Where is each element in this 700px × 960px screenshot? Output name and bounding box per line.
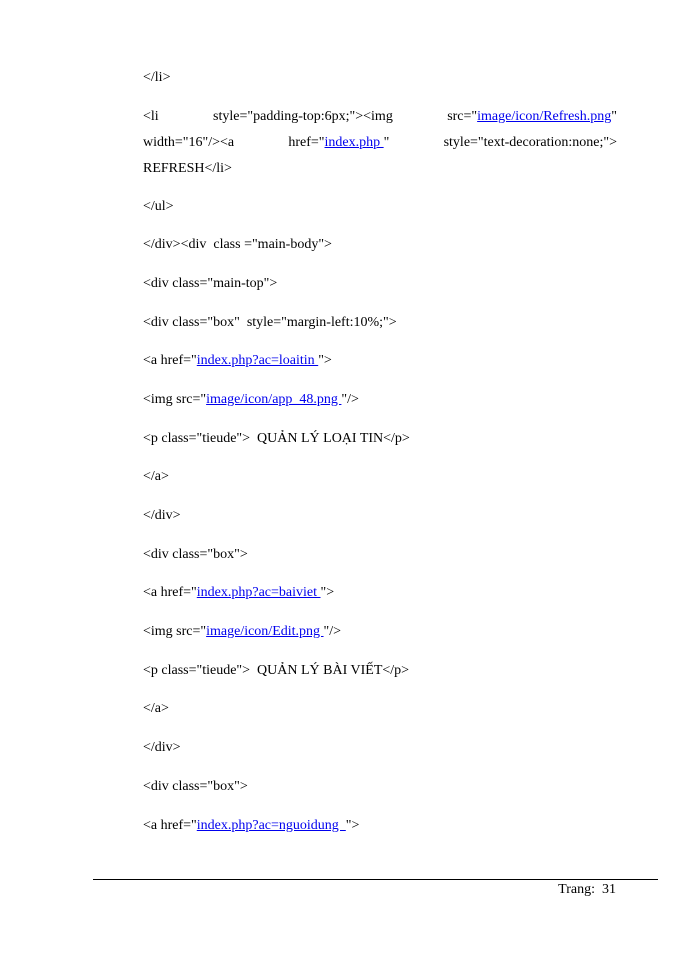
code-text: "/> [341, 392, 359, 407]
code-line-div-close-2: </div> [143, 740, 181, 755]
code-line-a-nguoidung [143, 817, 359, 835]
link-nguoidung[interactable]: index.php?ac=nguoidung [196, 818, 346, 833]
code-line-li-refresh-1 [143, 108, 617, 126]
code-text: "/> [323, 624, 342, 639]
code-line-img-edit [143, 623, 341, 641]
link-edit-png[interactable]: image/icon/Edit.png [206, 624, 324, 639]
code-line-p-baiviet: <p class="tieude"> QUẢN LÝ BÀI VIẾT</p> [143, 663, 410, 678]
code-text: "> [320, 585, 335, 600]
link-refresh-png[interactable]: image/icon/Refresh.png [477, 109, 612, 124]
code-line-main-body: </div><div class ="main-body"> [143, 237, 332, 252]
code-line-a-loaitin [143, 352, 332, 370]
code-line-li-close: </li> [143, 70, 171, 85]
code-line-img-app [143, 391, 359, 409]
code-token [447, 108, 617, 126]
code-line-a-close-2: </a> [143, 701, 169, 716]
code-line-box-1: <div class="box"> [143, 547, 248, 562]
code-token: style="text-decoration:none;"> [443, 135, 617, 150]
code-line-li-refresh-2 [143, 134, 617, 152]
code-line-box-2: <div class="box"> [143, 779, 248, 794]
code-text: <img src=" [143, 392, 207, 407]
code-text: "> [318, 353, 332, 368]
footer-rule [93, 879, 658, 880]
link-app-48-png[interactable]: image/icon/app_48.png [206, 392, 342, 407]
code-text: <a href=" [143, 585, 197, 600]
code-text: <a href=" [143, 353, 197, 368]
code-line-a-close-1: </a> [143, 469, 169, 484]
page-number: Trang: 31 [558, 882, 616, 897]
code-text: " [611, 109, 617, 124]
code-line-box-margin: <div class="box" style="margin-left:10%;"> [143, 315, 397, 330]
code-token [288, 134, 389, 152]
code-text: "> [345, 818, 360, 833]
code-text: <img src=" [143, 624, 207, 639]
link-loaitin[interactable]: index.php?ac=loaitin [196, 353, 319, 368]
code-line-a-baiviet [143, 584, 334, 602]
code-text: src=" [447, 109, 478, 124]
code-line-ul-close: </ul> [143, 199, 174, 214]
link-baiviet[interactable]: index.php?ac=baiviet [196, 585, 321, 600]
code-token: <li [143, 109, 159, 124]
code-text: <a href=" [143, 818, 197, 833]
code-line-div-close-1: </div> [143, 508, 181, 523]
code-line-refresh-close: REFRESH</li> [143, 161, 232, 176]
link-index-php[interactable]: index.php [324, 135, 384, 150]
code-line-main-top: <div class="main-top"> [143, 276, 278, 291]
code-token: style="padding-top:6px;"><img [213, 109, 393, 124]
code-token: width="16"/><a [143, 135, 235, 150]
code-text: " [383, 135, 390, 150]
code-line-p-loaitin: <p class="tieude"> QUẢN LÝ LOẠI TIN</p> [143, 431, 410, 446]
code-text: href=" [288, 135, 325, 150]
